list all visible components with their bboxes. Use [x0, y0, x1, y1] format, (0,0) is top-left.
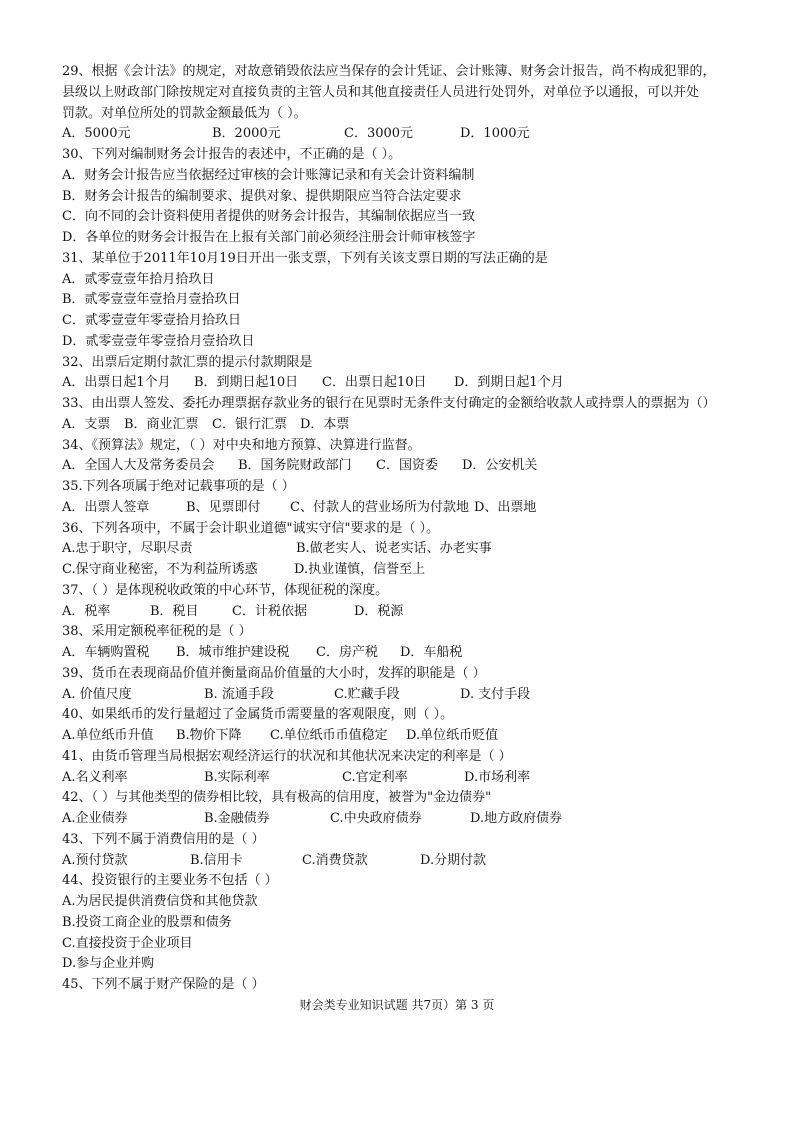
option-row: [62, 539, 762, 560]
option-d: D.参与企业并购: [62, 956, 155, 972]
option-c: C．出票日起10日: [322, 375, 427, 391]
option-d: D．1000元: [460, 126, 530, 142]
option-b: B.信用卡: [190, 852, 243, 868]
option-d: D．税源: [354, 603, 404, 619]
question-stem: 44、投资银行的主要业务不包括（ ）: [62, 873, 278, 889]
exam-page: [62, 62, 762, 996]
question-30: [62, 145, 762, 249]
question-stem: 40、如果纸币的发行量超过了金属货币需要量的客观限度，则（ ）。: [62, 707, 454, 723]
option-a: A．税率: [62, 603, 111, 619]
option-row: [62, 415, 762, 436]
option-row: [62, 851, 762, 872]
option-d: D.执业谨慎，信誉至上: [294, 562, 426, 577]
option-b: B．到期日起10日: [194, 375, 299, 391]
question-stem: 县级以上财政部门除按规定对直接负责的主管人员和其他直接责任人员进行处罚外，对单位予以通报，可以并处: [62, 84, 700, 100]
question-38: [62, 622, 762, 664]
question-stem: 31、某单位于2011年10月19日开出一张支票，下列有关该支票日期的写法正确的是: [62, 250, 548, 266]
option-row: [62, 809, 762, 830]
option-d: D．公安机关: [462, 458, 538, 474]
option-b: B．贰零壹壹年壹拾月壹拾玖日: [62, 292, 241, 308]
option-d: D．贰零壹壹年零壹拾月壹拾玖日: [62, 333, 255, 349]
option-c: C．贰零壹壹年零壹拾月拾玖日: [62, 313, 241, 328]
page-footer: 财会类专业知识试题 共7页）第 3 页: [299, 998, 495, 1012]
option-a: A．出票人签章: [62, 499, 150, 515]
option-b: B．国务院财政部门: [238, 458, 352, 474]
question-36: [62, 519, 762, 581]
question-41: [62, 747, 762, 789]
option-a: A．车辆购置税: [62, 645, 150, 660]
question-stem: 45、下列不属于财产保险的是（ ）: [62, 977, 265, 992]
option-a: A．全国人大及常务委员会: [62, 458, 215, 474]
option-c: C.直接投资于企业项目: [62, 935, 193, 951]
option-b: B．2000元: [212, 126, 281, 142]
option-a: A.名义利率: [62, 769, 128, 785]
option-a: A.预付贷款: [62, 852, 128, 868]
option-a: A.忠于职守，尽职尽责: [62, 541, 193, 557]
option-b: B.做老实人、说老实话、办老实事: [296, 541, 492, 557]
option-c: C.单位纸币币值稳定: [270, 728, 388, 743]
question-stem: 34、《预算法》规定，（ ）对中央和地方预算、决算进行监督。: [62, 437, 421, 453]
option-row: [62, 602, 762, 623]
option-d: D．各单位的财务会计报告在上报有关部门前必须经注册会计师审核签字: [62, 230, 476, 245]
option-row: [62, 124, 762, 145]
question-37: [62, 581, 762, 623]
option-a: A.企业债券: [62, 811, 128, 826]
option-c: C.贮藏手段: [334, 686, 400, 702]
option-b: B、见票即付: [186, 499, 261, 515]
option-a: A．财务会计报告应当依据经过审核的会计账簿记录和有关会计资料编制: [62, 167, 475, 183]
option-a: A．5000元: [62, 126, 131, 142]
question-35: [62, 477, 762, 519]
option-d: D．到期日起1个月: [454, 375, 564, 391]
option-c: C．国资委: [376, 458, 438, 474]
question-29: [62, 62, 762, 145]
question-stem: 32、出票后定期付款汇票的提示付款期限是: [62, 354, 313, 370]
question-stem: 罚款。对单位所处的罚款金额最低为（ ）。: [62, 105, 307, 121]
option-c: C．计税依据: [232, 603, 307, 619]
question-stem: 36、下列各项中，不属于会计职业道德"诚实守信"要求的是（ ）。: [62, 520, 440, 536]
option-row: [62, 456, 762, 477]
option-b: B. 流通手段: [204, 686, 274, 702]
question-32: [62, 353, 762, 395]
option-d: D．车船税: [400, 645, 463, 660]
option-row: [62, 726, 762, 747]
option-a: A.单位纸币升值: [62, 728, 154, 743]
option-d: D.单位纸币贬值: [406, 728, 499, 743]
question-stem: 39、货币在表现商品价值并衡量商品价值量的大小时，发挥的职能是（ ）: [62, 665, 486, 681]
option-a: A．贰零壹壹年拾月拾玖日: [62, 271, 215, 287]
question-stem: 37、（ ）是体现税收政策的中心环节，体现征税的深度。: [62, 582, 389, 598]
question-stem: 43、下列不属于消费信用的是（ ）: [62, 831, 265, 847]
question-34: [62, 436, 762, 478]
option-c: C．银行汇票: [212, 416, 287, 432]
option-a: A. 价值尺度: [62, 686, 132, 702]
option-d: D．本票: [300, 416, 350, 432]
option-c: C．房产税: [316, 645, 378, 660]
question-stem: 30、下列对编制财务会计报告的表述中，不正确的是（ ）。: [62, 147, 402, 162]
option-row: [62, 373, 762, 394]
option-c: C.消费贷款: [302, 852, 368, 868]
option-d: D. 支付手段: [460, 686, 531, 702]
question-stem: 35.下列各项属于绝对记载事项的是（ ）: [62, 479, 295, 494]
option-c: C、付款人的营业场所为付款地: [290, 499, 469, 515]
option-c: C.官定利率: [342, 769, 408, 785]
option-d: D.分期付款: [420, 852, 487, 868]
option-c: C.中央政府债券: [330, 811, 422, 826]
question-stem: 29、根据《会计法》的规定，对故意销毁依法应当保存的会计凭证、会计账簿、财务会计报告，尚不构成犯罪的，: [62, 64, 716, 79]
option-row: [62, 643, 762, 664]
option-b: B．城市维护建设税: [176, 645, 290, 660]
option-b: B．税目: [150, 603, 199, 619]
option-b: B.物价下降: [176, 728, 242, 743]
question-stem: 41、由货币管理当局根据宏观经济运行的状况和其他状况来决定的利率是（ ）: [62, 748, 512, 764]
option-d: D.地方政府债券: [470, 811, 563, 826]
option-row: [62, 498, 762, 519]
option-b: B.金融债券: [204, 811, 270, 826]
option-d: D.市场利率: [464, 769, 531, 785]
question-44: [62, 871, 762, 975]
option-row: [62, 560, 762, 581]
question-31: [62, 249, 762, 353]
question-stem: 38、采用定额税率征税的是（ ）: [62, 624, 252, 640]
question-45: [62, 975, 762, 996]
option-b: B.实际利率: [204, 769, 270, 785]
option-a: A.为居民提供消费信贷和其他贷款: [62, 894, 258, 909]
question-43: [62, 830, 762, 872]
option-a: A．支票: [62, 416, 111, 432]
option-c: C．3000元: [344, 126, 414, 142]
option-b: B．商业汇票: [124, 416, 199, 432]
option-b: B.投资工商企业的股票和债务: [62, 914, 232, 930]
option-a: A．出票日起1个月: [62, 375, 171, 391]
question-stem: 42、（ ）与其他类型的债券相比较，具有极高的信用度，被誉为"金边债券": [62, 790, 492, 806]
option-row: [62, 685, 762, 706]
option-c: C.保守商业秘密，不为利益所诱惑: [62, 562, 258, 577]
option-c: C．向不同的会计资料使用者提供的财务会计报告，其编制依据应当一致: [62, 209, 475, 225]
option-b: B．财务会计报告的编制要求、提供对象、提供期限应当符合法定要求: [62, 188, 462, 204]
question-42: [62, 788, 762, 830]
question-stem: 33、由出票人签发、委托办理票据存款业务的银行在见票时无条件支付确定的金额给收款人或持票人的票据为（）: [62, 396, 716, 411]
question-40: [62, 705, 762, 747]
question-39: [62, 664, 762, 706]
question-33: [62, 394, 762, 436]
option-d: D、出票地: [474, 499, 537, 515]
option-row: [62, 768, 762, 789]
